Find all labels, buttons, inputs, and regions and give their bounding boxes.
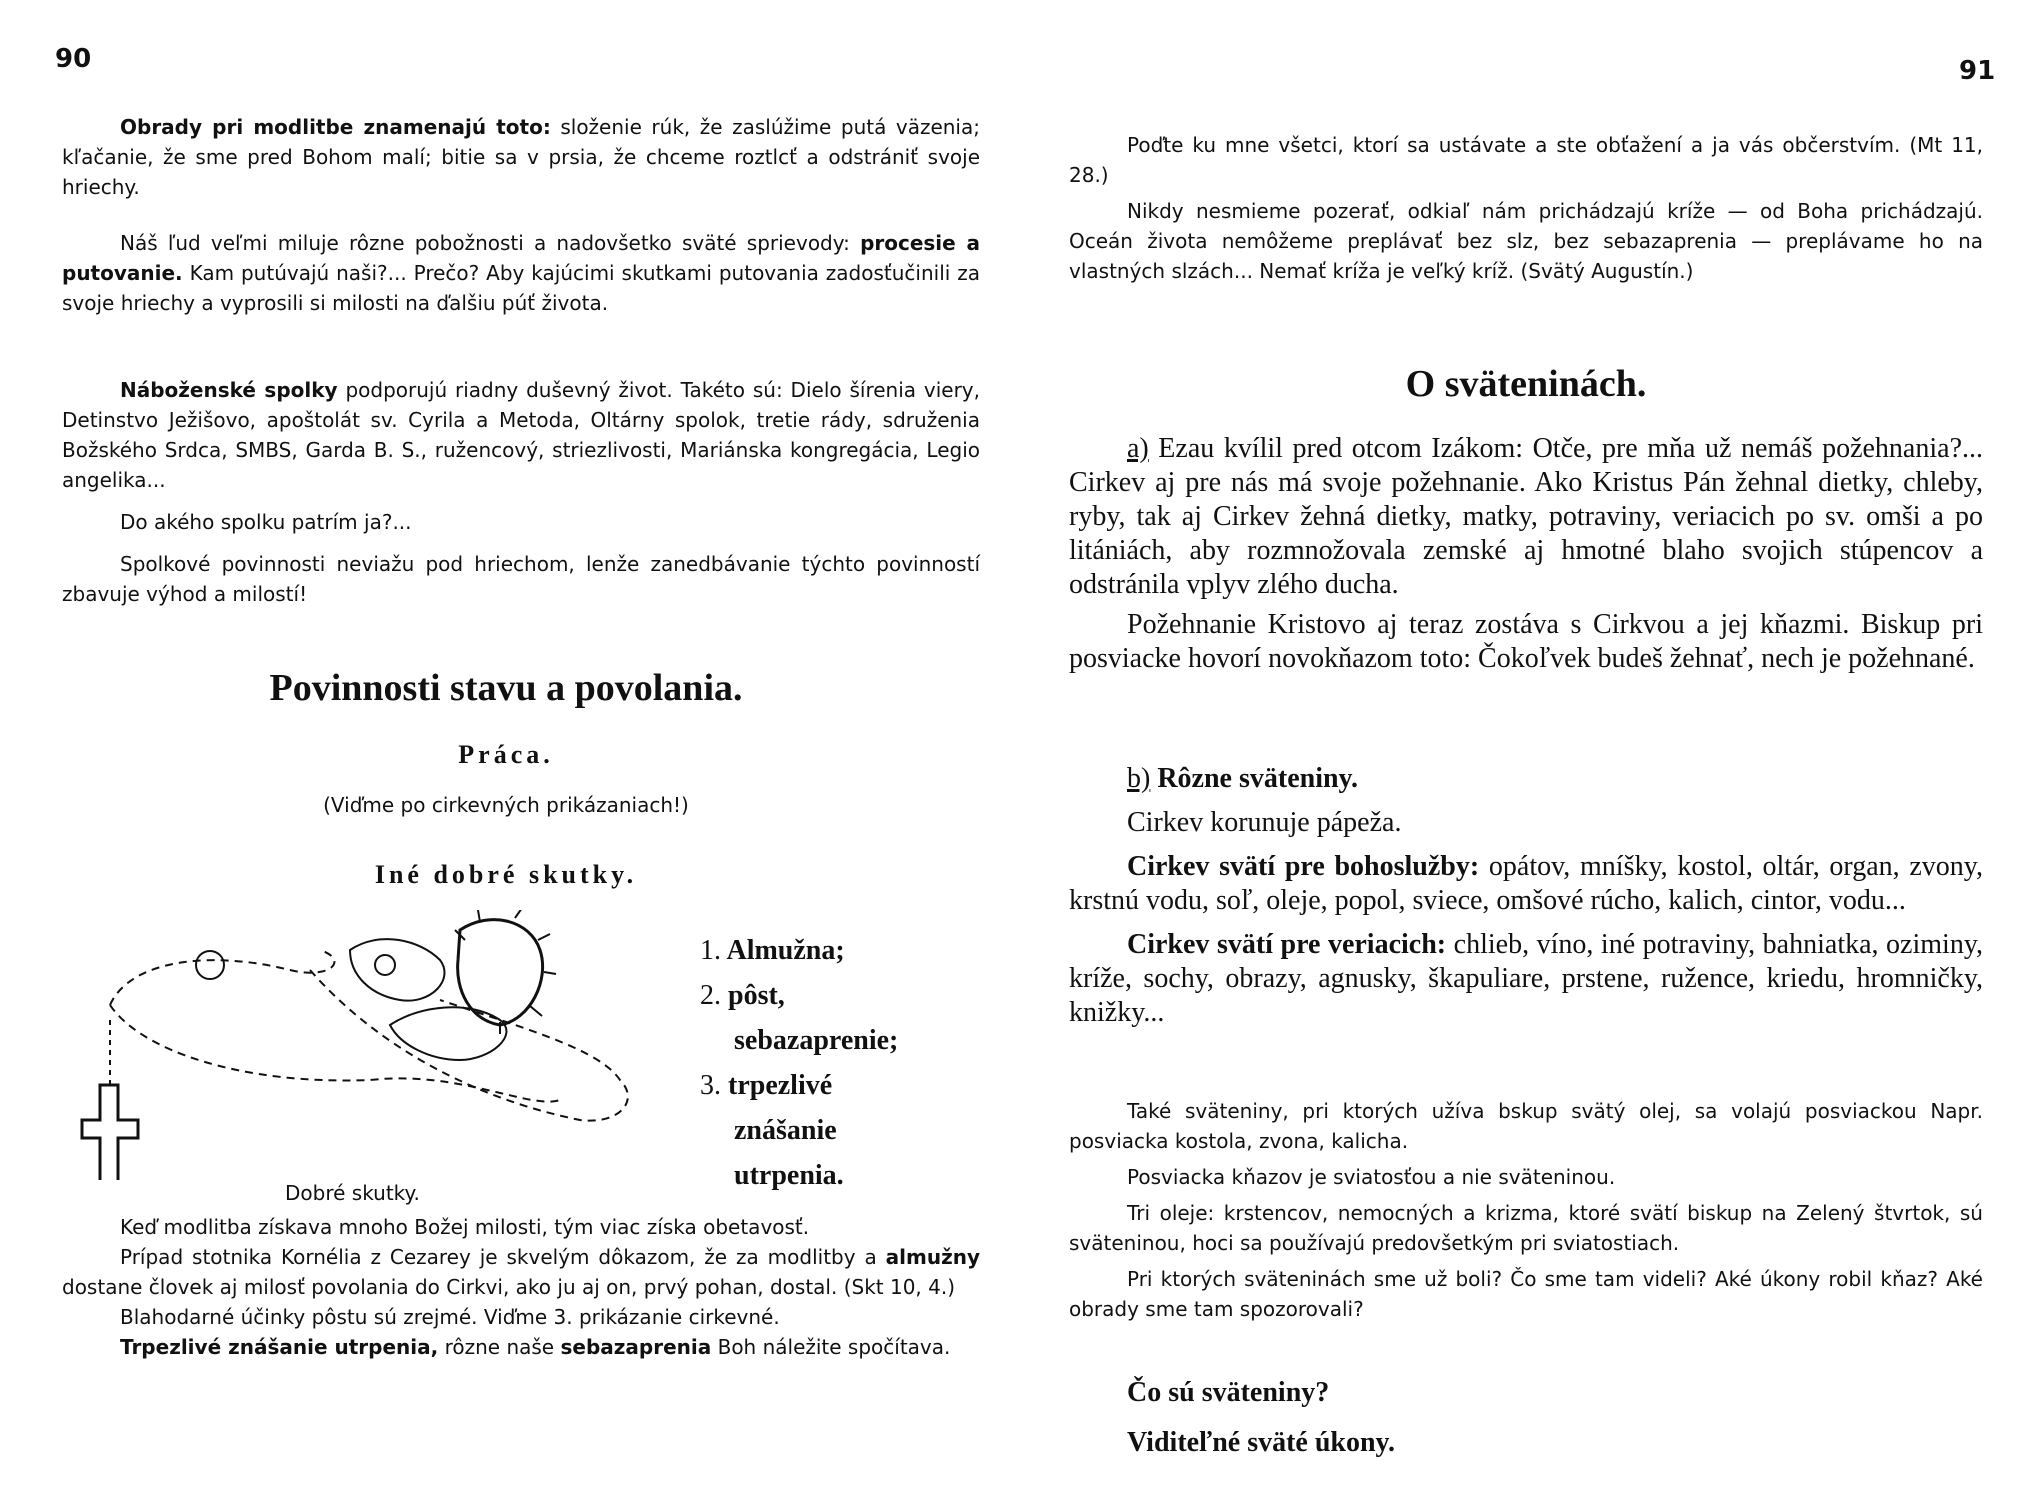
paragraph: Keď modlitba získava mnoho Božej milosti, tým viac získa obetavosť. [120, 1215, 810, 1239]
section-label: b) [1127, 763, 1151, 794]
page-number: 90 [55, 44, 92, 74]
quote-augustine: Nikdy nesmieme pozerať, odkiaľ nám prichádzajú kríže — od Boha prichádzajú. Oceán života nemôžeme preplávať bez slz, bez sebazaprenia — preplávame ho na vlastných slzách... Nemať kríža je veľký kríž. (Svätý Augustín.) [1069, 199, 1983, 283]
quotes-block [1069, 130, 1983, 286]
paragraph: Prípad stotnika Kornélia z Cezarey je skvelým dôkazom, že za modlitby a almužny dostane človek aj milosť povolania do Cirkvi, ako ju aj on, prvý pohan, dostal. (Skt 10, 4.) [62, 1245, 980, 1299]
paragraph: Náš ľud veľmi miluje rôzne pobožnosti a nadovšetko sväté sprievody: procesie a putovanie. Kam putúvajú naši?... Prečo? Aby kajúcimi skutkami putovania zadosťučinili za svoje hriechy a vyprosili si milosti na ďalšiu púť života. [62, 231, 981, 315]
paragraph: Také sväteniny, pri ktorých užíva bskup svätý olej, sa volajú posviackou Napr. posviacka kostola, zvona, kalicha. [1069, 1099, 1983, 1153]
rosary-chain [110, 1005, 560, 1102]
thorns [455, 910, 556, 1034]
illustration-caption: Dobré skutky. [285, 1181, 420, 1205]
hands-drawing [350, 939, 444, 1001]
list-item: 2. pôst, [700, 980, 785, 1011]
paragraph: Cirkev svätí pre veriacich: chlieb, víno, iné potraviny, bahniatka, oziminy, kríže, sochy, obrazy, agnusky, škapuliare, prstene, ružence, kriedu, hromničky, knižky... [1069, 929, 1984, 1028]
heading-praca: Práca. [458, 740, 554, 769]
paragraph: Cirkev korunuje pápeža. [1127, 807, 1402, 838]
text-block-obetavost [62, 1212, 980, 1362]
text-block-putovanie [62, 228, 980, 318]
cross-icon [82, 1085, 138, 1180]
rosary-chain [310, 970, 628, 1121]
paragraph: Blahodarné účinky pôstu sú zrejmé. Viďme 3. prikázanie cirkevné. [120, 1305, 780, 1329]
paragraph: Náboženské spolky podporujú riadny duševný život. Takéto sú: Dielo šírenia viery, Detinstvo Ježišovo, apoštolát sv. Cyrila a Metoda, Oltárny spolok, tretie rády, sdruženia Božského Srdca, SMBS, Garda B. S., ružencový, striezlivosti, Mariánska kongregácia, Legio angelika... [62, 378, 980, 492]
text-block-obrady [62, 112, 980, 202]
paragraph: Obrady pri modlitbe znamenajú toto: složenie rúk, že zaslúžime putá väzenia; kľačanie, že sme pred Bohom malí; bitie sa v prsia, že chceme roztlcť a odstrániť svoje hriechy. [62, 115, 980, 199]
list-item-continued: sebazaprenie; [734, 1025, 899, 1056]
small-notes [1069, 1096, 1983, 1324]
catechism-qa [1127, 1368, 1395, 1468]
answer: Viditeľné sväté úkony. [1127, 1427, 1396, 1458]
paragraph: Spolkové povinnosti neviažu pod hriechom, lenže zanedbávanie týchto povinností zbavuje výhod a milostí! [62, 552, 980, 606]
paragraph: Trpezlivé znášanie utrpenia, rôzne naše sebazaprenia Boh náležite spočítava. [120, 1335, 951, 1359]
paragraph: Posviacka kňazov je sviatosťou a nie sväteninou. [1127, 1165, 1616, 1189]
rosary-medal [196, 951, 224, 979]
heading-povinnosti: Povinnosti stavu a povolania. [269, 667, 743, 709]
quote-matthew: Poďte ku mne všetci, ktorí sa ustávate a ste obťažení a ja vás občerstvím. (Mt 11, 28.) [1069, 133, 1983, 187]
rosary-illustration [60, 910, 710, 1180]
paragraph: Cirkev svätí pre bohoslužby: opátov, mníšky, kostol, oltár, organ, zvony, krstnú vodu, soľ, oleje, popol, sviece, omšové rúcho, kalich, cintor, vodu... [1069, 851, 1983, 916]
list-item-continued: utrpenia. [734, 1160, 844, 1191]
paragraph: Pri ktorých sväteninách sme už boli? Čo sme tam videli? Aké úkony robil kňaz? Aké obrady sme tam spozorovali? [1069, 1267, 1983, 1321]
question: Čo sú sväteniny? [1127, 1377, 1330, 1408]
section-label: a) [1127, 433, 1149, 464]
heading-svateniny: O sväteninách. [1405, 363, 1647, 405]
section-a [1069, 432, 1983, 676]
paragraph: a) Ezau kvílil pred otcom Izákom: Otče, pre mňa už nemáš požehnania?... Cirkev aj pre nás má svoje požehnanie. Ako Kristus Pán žehnal dietky, chleby, ryby, tak aj Cirkev žehná dietky, matky, potraviny, veriacich po sv. omši a po litániách, aby rozmnožovala zemské aj hmotné blaho svojich stúpencov a odstránila vplyv zlého ducha. [1069, 433, 1983, 600]
right-page [1009, 0, 2018, 1500]
subheading: b) Rôzne sväteniny. [1127, 763, 1359, 794]
paragraph: Tri oleje: krstencov, nemocných a krizma, ktoré svätí biskup na Zelený štvrtok, sú sväteninou, hoci sa používajú predovšetkým pri sviatostiach. [1069, 1201, 1983, 1255]
list-item-continued: znášanie [734, 1115, 837, 1146]
paragraph: Do akého spolku patrím ja?... [120, 510, 412, 534]
note-cirkevne-prikazania: (Viďme po cirkevných prikázaniach!) [323, 793, 689, 817]
paragraph: Požehnanie Kristovo aj teraz zostáva s Cirkvou a jej kňazmi. Biskup pri posviacke hovorí novokňazom toto: Čokoľvek budeš žehnať, nech je požehnané. [1069, 609, 1983, 674]
crown-of-thorns-icon [458, 920, 543, 1025]
page-number: 91 [1959, 56, 1996, 86]
section-b [1069, 762, 1983, 1030]
good-deeds-list [700, 928, 970, 1198]
text-block-spolky [62, 375, 980, 609]
list-item: 3. trpezlivé [700, 1070, 833, 1101]
heading-ine-dobre-skutky: Iné dobré skutky. [374, 860, 638, 889]
coin-icon [375, 955, 395, 975]
list-item: 1. Almužna; [700, 935, 845, 966]
